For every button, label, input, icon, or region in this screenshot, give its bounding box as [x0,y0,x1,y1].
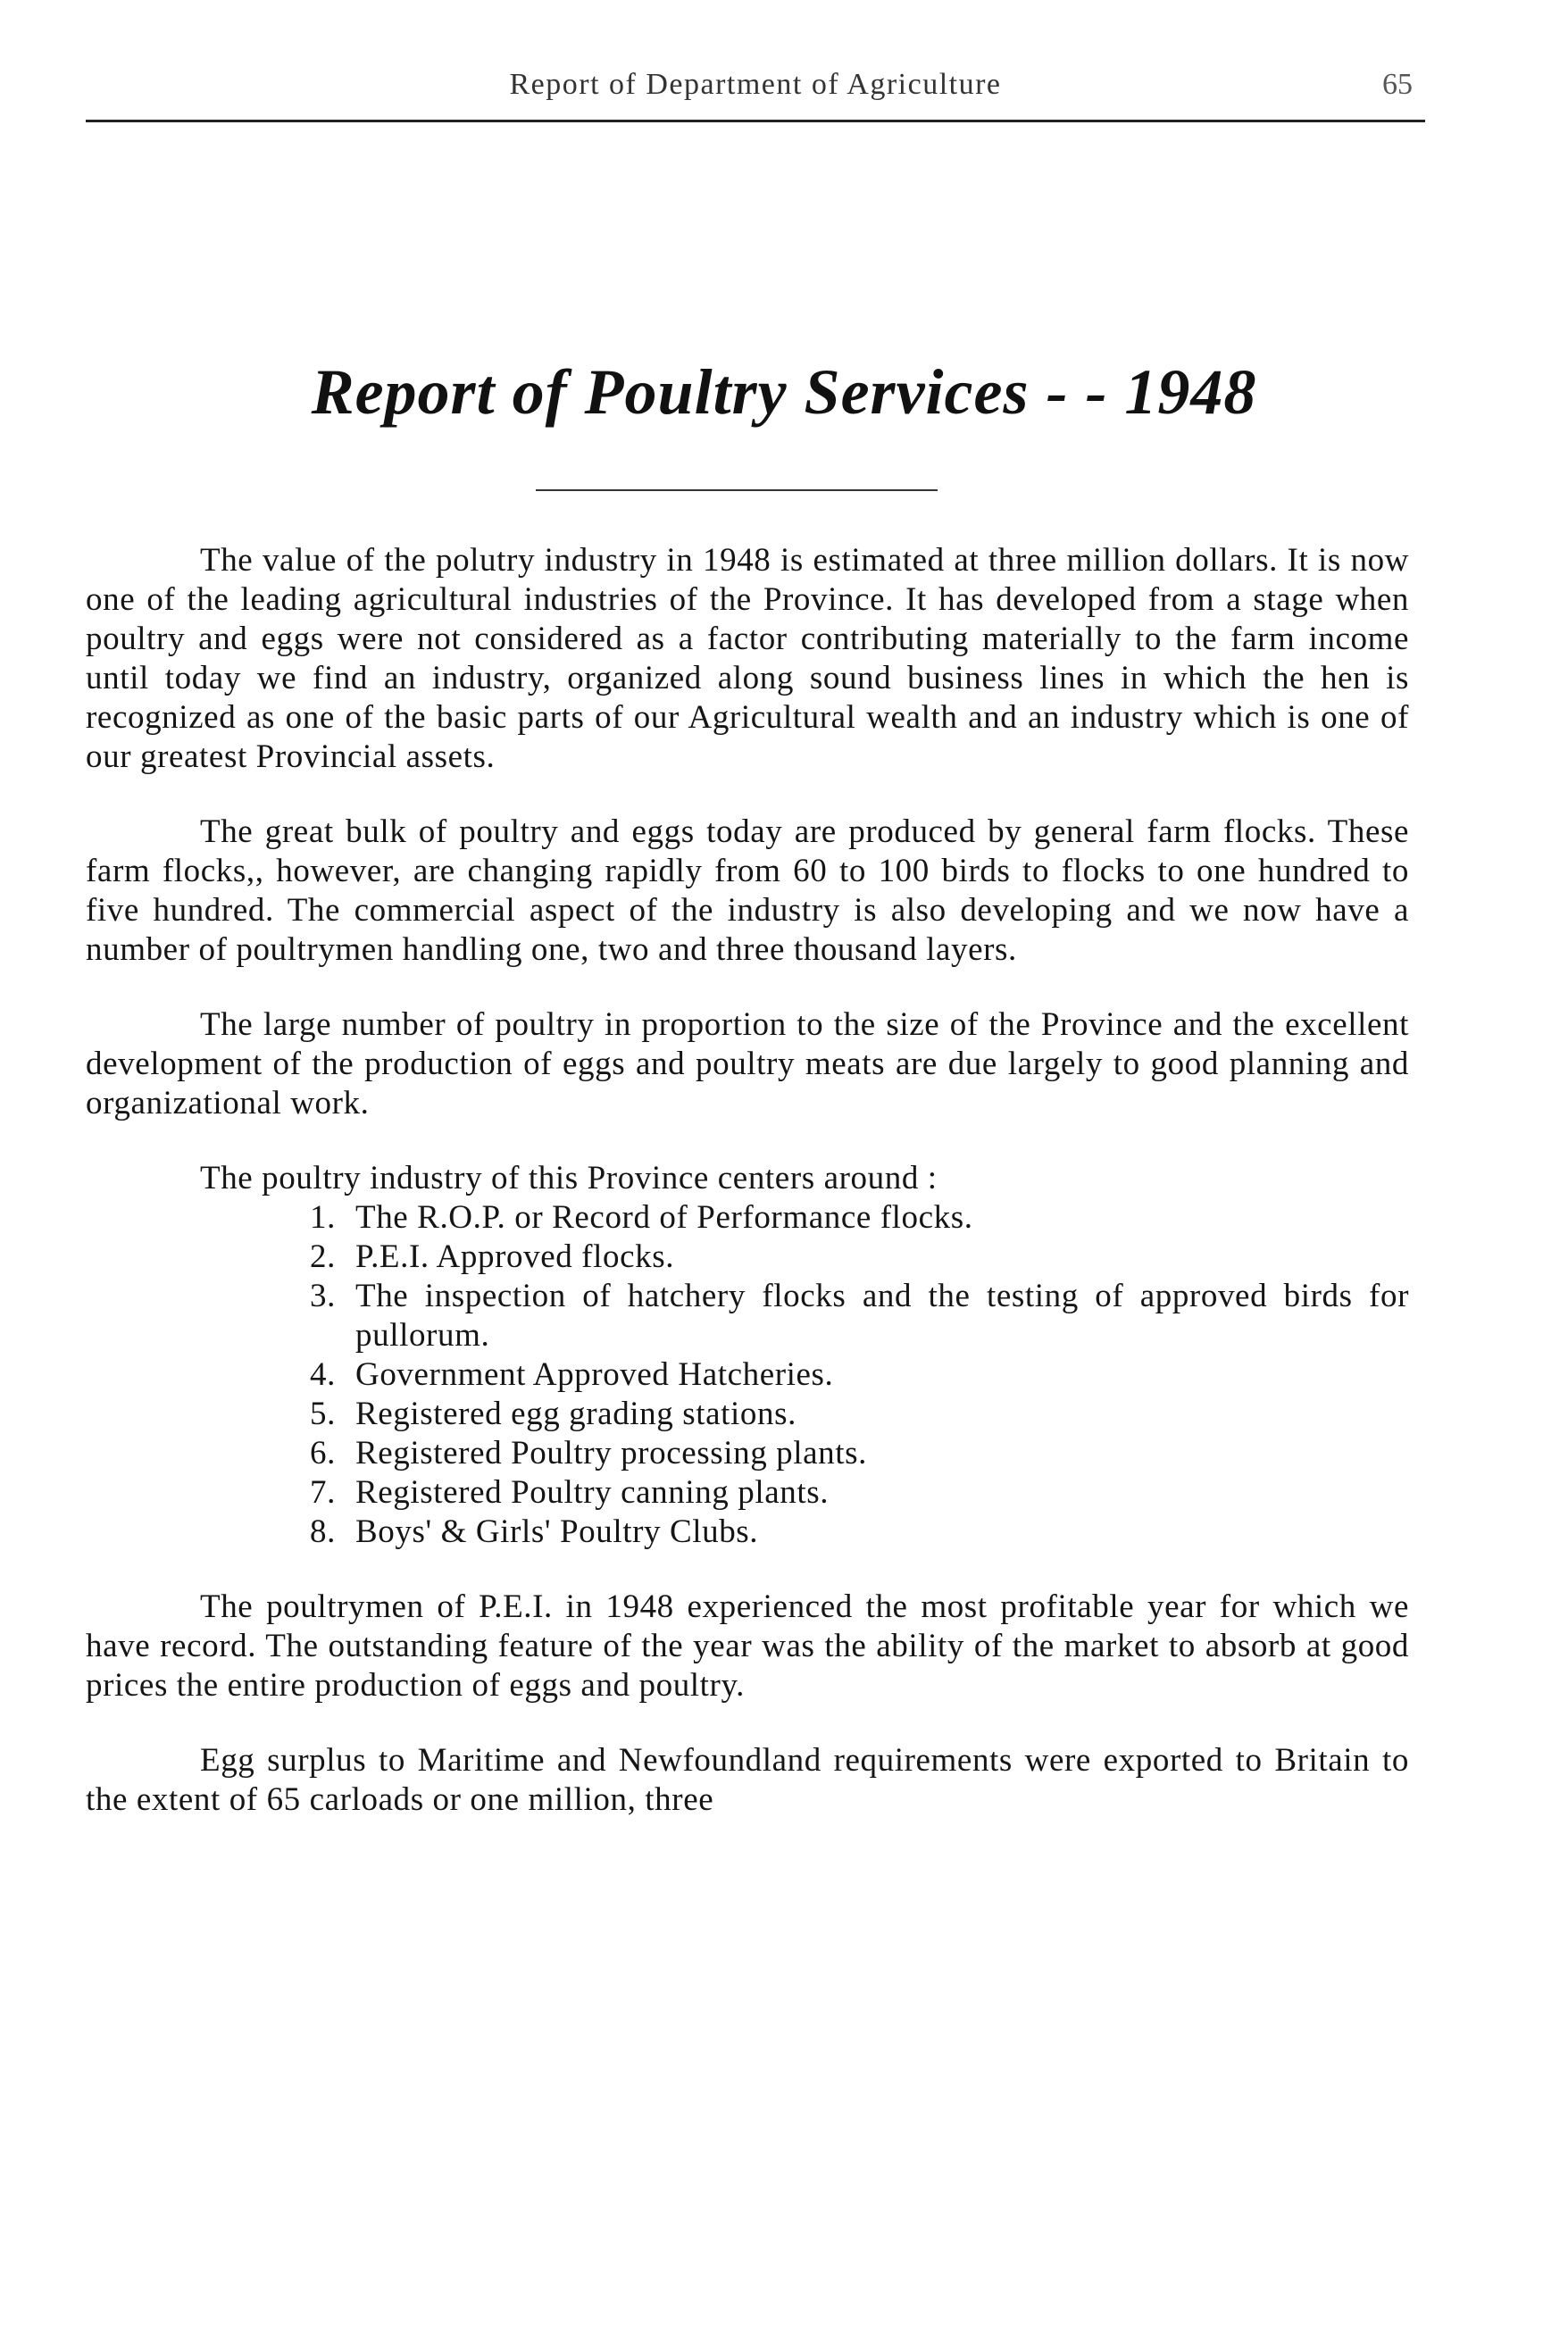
running-title: Report of Department of Agriculture [509,68,1002,101]
list-item-number: 2. [310,1238,336,1275]
list-item-text: Government Approved Hatcheries. [355,1356,834,1393]
list-item-text: P.E.I. Approved flocks. [355,1238,675,1275]
paragraph-farm-flocks: The great bulk of poultry and eggs today are produced by general farm flocks. These farm flocks,, however, are changing rapidly from 60 to 100 birds to flocks to one hundred to five hundred. The commercial aspect of the industry is also developing and we now have a number of poultrymen handling one, two and three thousand layers. [86,813,1409,968]
list-item-number: 1. [310,1199,336,1236]
list-item-number: 3. [310,1278,336,1314]
body-text [86,541,1409,1855]
list-item-number: 5. [310,1396,336,1432]
industry-centers-list [86,1198,1409,1552]
paragraph-egg-exports: Egg surplus to Maritime and Newfoundland requirements were exported to Britain to the extent of 65 carloads or one million, three [86,1742,1409,1818]
list-item-text: Registered egg grading stations. [355,1396,797,1432]
paragraph-profitable-year: The poultrymen of P.E.I. in 1948 experienced the most profitable year for which we have record. The outstanding feature of the year was the ability of the market to absorb at good prices the entire production of eggs and poultry. [86,1588,1409,1704]
list-item-text: Registered Poultry canning plants. [355,1474,830,1511]
list-item-text: Boys' & Girls' Poultry Clubs. [355,1513,759,1550]
title-divider [536,489,938,491]
list-item-number: 8. [310,1513,336,1550]
list-item-text: The inspection of hatchery flocks and the testing of approved birds for pullorum. [355,1278,1409,1354]
list-item [86,1355,1409,1395]
page-number: 65 [1382,68,1413,101]
header-rule [86,120,1425,122]
report-title: Report of Poultry Services - - 1948 [311,356,1257,428]
list-intro: The poultry industry of this Province centers around : [200,1160,938,1196]
list-item [86,1277,1409,1355]
list-item [86,1434,1409,1473]
paragraph-planning: The large number of poultry in proportion to the size of the Province and the excellent development of the production of eggs and poultry meats are due largely to good planning and organizational work. [86,1006,1409,1121]
list-item-number: 7. [310,1474,336,1511]
list-item [86,1395,1409,1434]
list-item [86,1473,1409,1513]
list-item [86,1238,1409,1277]
list-item [86,1513,1409,1552]
list-item-number: 6. [310,1435,336,1471]
list-item-text: The R.O.P. or Record of Performance flocks. [355,1199,973,1236]
list-item [86,1198,1409,1238]
list-item-number: 4. [310,1356,336,1393]
paragraph-industry-value: The value of the polutry industry in 1948 is estimated at three million dollars. It is now one of the leading agricultural industries of the Province. It has developed from a stage when poultry and eggs were not considered as a factor contributing materially to the farm income until today we find an industry, organized along sound business lines in which the hen is recognized as one of the basic parts of our Agricultural wealth and an industry which is one of our greatest Provincial assets. [86,542,1409,775]
list-item-text: Registered Poultry processing plants. [355,1435,868,1471]
page-header [86,64,1425,121]
